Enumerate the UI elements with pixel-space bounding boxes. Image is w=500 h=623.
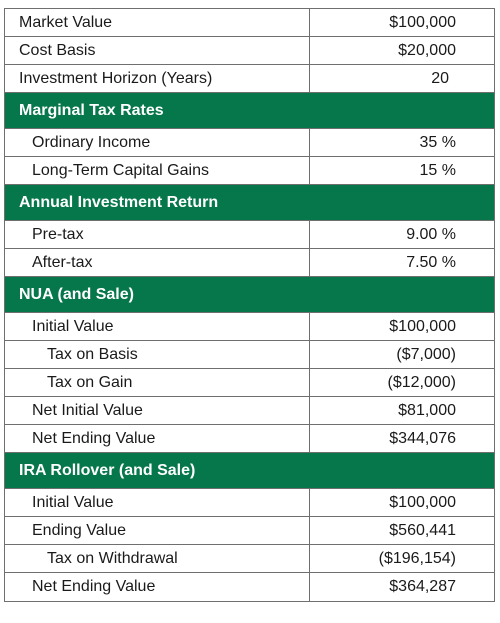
row-value: $81,000: [398, 401, 456, 419]
row-value: $364,287: [389, 578, 456, 595]
row-label: Long-Term Capital Gains: [5, 157, 310, 184]
comparison-table: [4, 8, 495, 602]
table-row-market-value: [5, 9, 494, 37]
row-label: Investment Horizon (Years): [5, 65, 310, 92]
row-value: $100,000: [389, 493, 456, 511]
row-label: Cost Basis: [5, 37, 310, 64]
row-label: After-tax: [5, 249, 310, 276]
row-value: $100,000: [389, 317, 456, 335]
table-row-after-tax: [5, 249, 494, 277]
row-label: Tax on Basis: [5, 341, 310, 368]
table-row-ira-net-ending-value: [5, 573, 494, 601]
section-header-annual-investment-return: Annual Investment Return: [5, 185, 494, 221]
row-label: Initial Value: [5, 313, 310, 340]
row-value: ($196,154): [378, 549, 456, 567]
row-value: 7.50 %: [406, 253, 456, 271]
row-value: $20,000: [398, 41, 456, 59]
table-row-tax-on-withdrawal: [5, 545, 494, 573]
table-row-ira-initial-value: [5, 489, 494, 517]
row-label: Ordinary Income: [5, 129, 310, 156]
row-label: Tax on Gain: [5, 369, 310, 396]
row-label: Tax on Withdrawal: [5, 545, 310, 572]
section-header-ira-rollover: IRA Rollover (and Sale): [5, 453, 494, 489]
row-value: 15 %: [419, 161, 456, 179]
table-row-long-term-capital-gains: [5, 157, 494, 185]
row-label: Initial Value: [5, 489, 310, 516]
row-label: Net Ending Value: [5, 425, 310, 452]
row-value: 35 %: [419, 133, 456, 151]
row-label: Ending Value: [5, 517, 310, 544]
row-value: $560,441: [389, 521, 456, 539]
table-row-ordinary-income: [5, 129, 494, 157]
table-row-cost-basis: [5, 37, 494, 65]
row-label: Pre-tax: [5, 221, 310, 248]
row-label: Net Initial Value: [5, 397, 310, 424]
section-header-marginal-tax-rates: Marginal Tax Rates: [5, 93, 494, 129]
row-label: Market Value: [5, 9, 310, 36]
table-row-tax-on-basis: [5, 341, 494, 369]
section-header-nua: NUA (and Sale): [5, 277, 494, 313]
table-row-nua-initial-value: [5, 313, 494, 341]
row-value: $344,076: [389, 429, 456, 447]
table-row-investment-horizon: [5, 65, 494, 93]
row-label: Net Ending Value: [5, 573, 310, 601]
table-row-pre-tax: [5, 221, 494, 249]
table-row-tax-on-gain: [5, 369, 494, 397]
row-value: $100,000: [389, 13, 456, 31]
table-row-net-initial-value: [5, 397, 494, 425]
table-row-ending-value: [5, 517, 494, 545]
row-value: 9.00 %: [406, 225, 456, 243]
row-value: ($12,000): [387, 373, 456, 391]
row-value: ($7,000): [396, 345, 456, 363]
table-row-nua-net-ending-value: [5, 425, 494, 453]
row-value: 20: [431, 69, 449, 87]
